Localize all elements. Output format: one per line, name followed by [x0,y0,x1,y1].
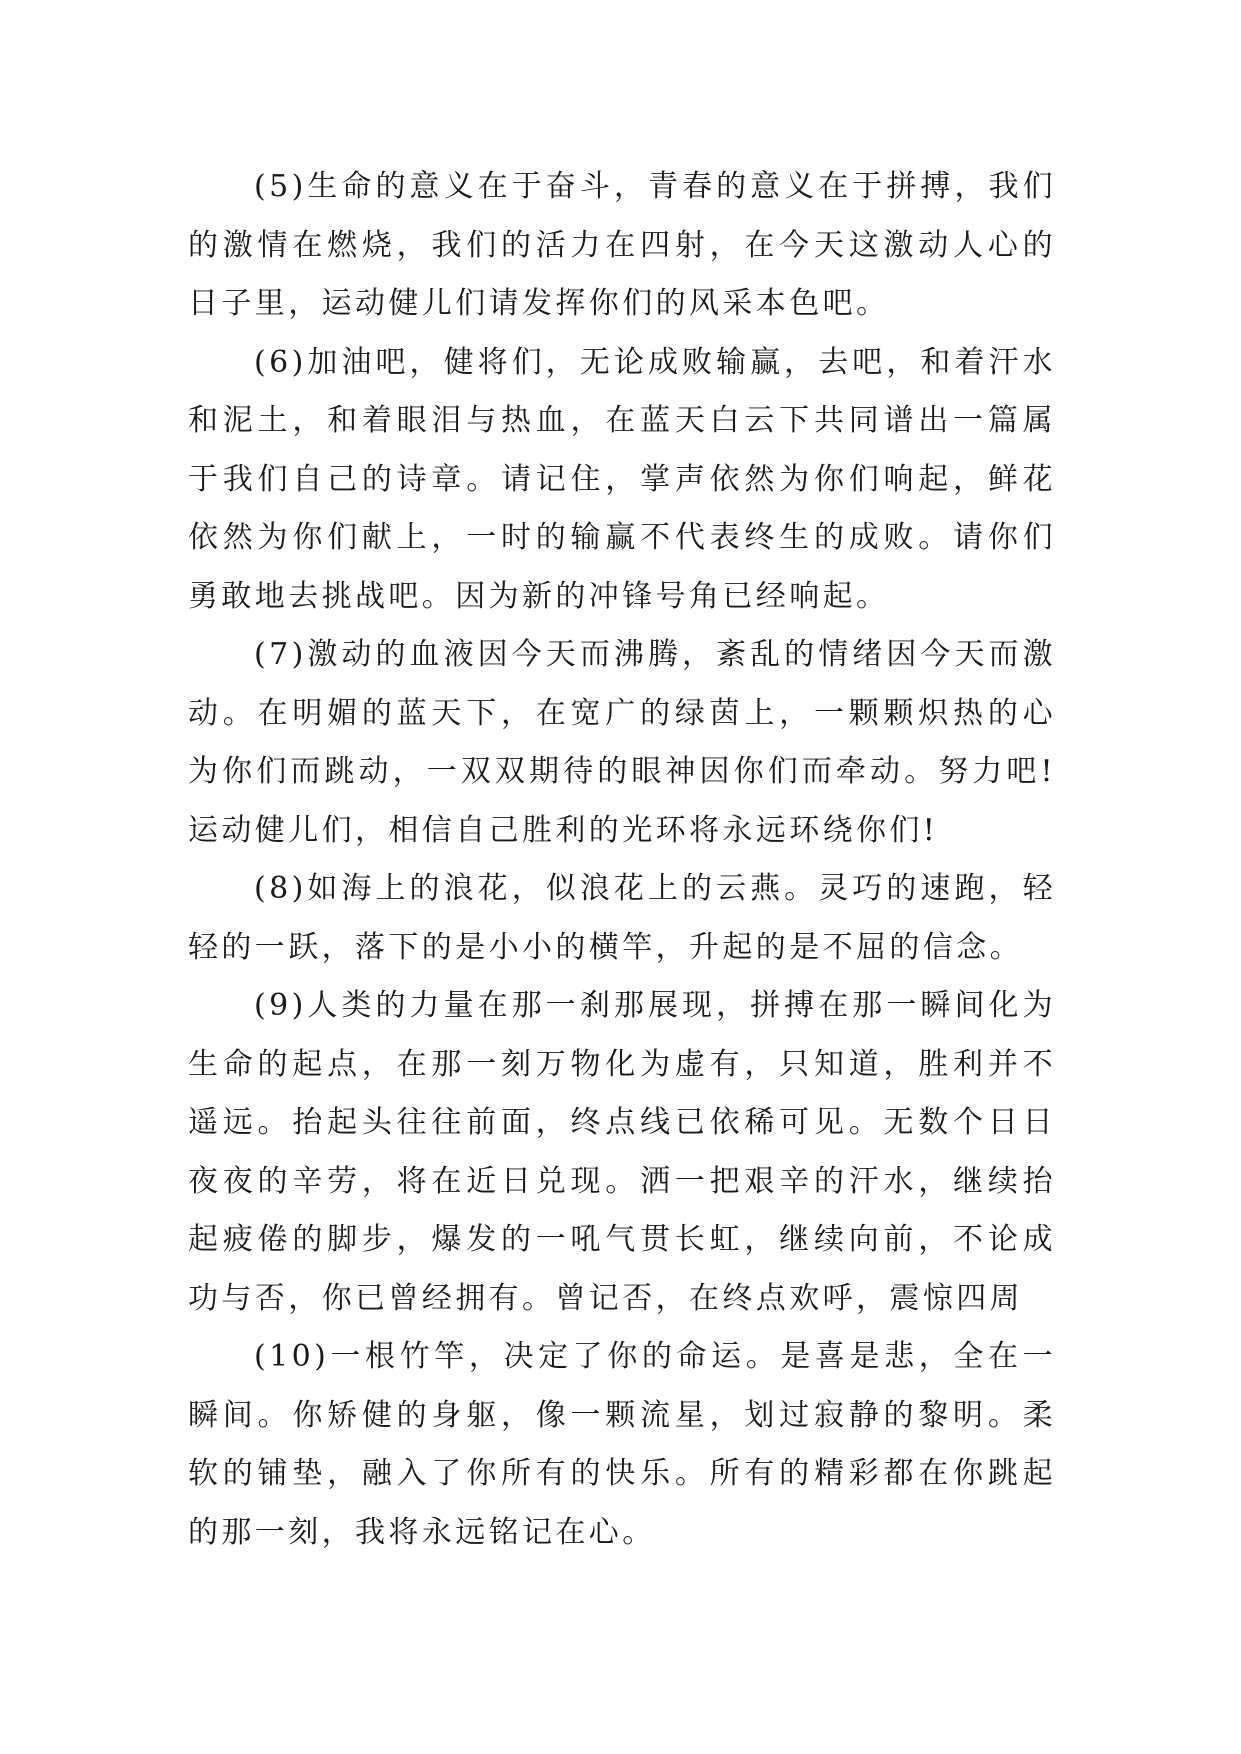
paragraph-8: (8)如海上的浪花，似浪花上的云燕。灵巧的速跑，轻轻的一跃，落下的是小小的横竿，升起的是不屈的信念。 [188,871,1056,965]
paragraph-10: (10)一根竹竿，决定了你的命运。是喜是悲，全在一瞬间。你矫健的身躯，像一颗流星，划过寂静的黎明。柔软的铺垫，融入了你所有的快乐。所有的精彩都在你跳起的那一刻，我将永远铭记在心。 [188,1339,1056,1550]
paragraph-6: (6)加油吧，健将们，无论成败输赢，去吧，和着汗水和泥土，和着眼泪与热血，在蓝天白云下共同谱出一篇属于我们自己的诗章。请记住，掌声依然为你们响起，鲜花依然为你们献上，一时的输赢不代表终生的成败。请你们勇敢地去挑战吧。因为新的冲锋号角已经响起。 [188,344,1056,614]
paragraph-7: (7)激动的血液因今天而沸腾，紊乱的情绪因今天而激动。在明媚的蓝天下，在宽广的绿茵上，一颗颗炽热的心为你们而跳动，一双双期待的眼神因你们而牵动。努力吧!运动健儿们，相信自己胜利的光环将永远环绕你们! [188,637,1056,848]
paragraph-9: (9)人类的力量在那一刹那展现，拼搏在那一瞬间化为生命的起点，在那一刻万物化为虚有，只知道，胜利并不遥远。抬起头往往前面，终点线已依稀可见。无数个日日夜夜的辛劳，将在近日兑现。洒一把艰辛的汗水，继续抬起疲倦的脚步，爆发的一吼气贯长虹，继续向前，不论成功与否，你已曾经拥有。曾记否，在终点欢呼，震惊四周 [188,988,1056,1316]
document-body [188,158,1056,1562]
paragraph-5: (5)生命的意义在于奋斗，青春的意义在于拼搏，我们的激情在燃烧，我们的活力在四射，在今天这激动人心的日子里，运动健儿们请发挥你们的风采本色吧。 [188,169,1056,321]
